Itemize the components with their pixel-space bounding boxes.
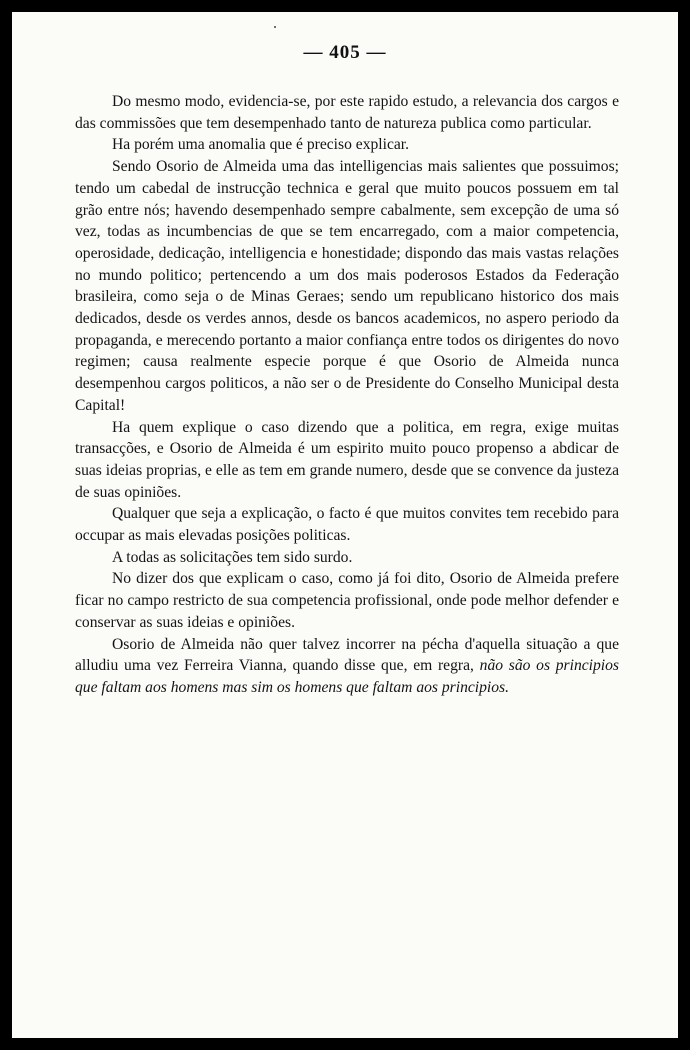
paragraph: Ha quem explique o caso dizendo que a politica, em regra, exige muitas transacções, e Osorio de Almeida é um espirito muito pouco propenso a abdicar de suas ideias proprias, e elle as tem em grande numero, desde que se convence da justeza de suas opiniões. xyxy=(75,418,619,501)
paragraph-text: Osorio de Almeida não quer talvez incorrer na pécha d'aquella situação a que alludiu uma vez Ferreira Vianna, quando disse que, em regra, xyxy=(75,635,619,675)
paragraph: Do mesmo modo, evidencia-se, por este rapido estudo, a relevancia dos cargos e das commissões que tem desempenhado tanto de natureza publica como particular. xyxy=(75,93,619,132)
body-text xyxy=(75,91,619,699)
paragraph: A todas as solicitações tem sido surdo. xyxy=(112,548,353,566)
page-speck xyxy=(274,26,276,28)
paragraph: Qualquer que seja a explicação, o facto é que muitos convites tem recebido para occupar as mais elevadas posições politicas. xyxy=(75,505,619,545)
paragraph-with-quote xyxy=(75,634,619,699)
book-page xyxy=(12,12,678,1038)
paragraph: Ha porém uma anomalia que é preciso explicar. xyxy=(112,136,410,154)
paragraph: No dizer dos que explicam o caso, como já foi dito, Osorio de Almeida prefere ficar no campo restricto de sua competencia profissional, onde pode melhor defender e conservar as suas ideias e opiniões. xyxy=(75,570,619,631)
page-number: — 405 — xyxy=(303,42,387,63)
paragraph: Sendo Osorio de Almeida uma das intelligencias mais salientes que possuimos; tendo um cabedal de instrucção technica e geral que muito poucos possuem em tal grão entre nós; havendo desempenhado sempre cabalmente, sem excepção de uma só vez, todas as incumbencias de que se tem encarregado, com a maior competencia, operosidade, dedicação, intelligencia e honestidade; dispondo das mais vastas relações no mundo politico; pertencendo a um dos mais poderosos Estados da Federação brasileira, como seja o de Minas Geraes; sendo um republicano historico dos mais dedicados, desde os verdes annos, desde os bancos academicos, no aspero periodo da propaganda, e merecendo portanto a maior confiança entre todos os dirigentes do novo regimen; causa realmente especie porque é que Osorio de Almeida nunca desempenhou cargos politicos, a não ser o de Presidente do Conselho Municipal desta Capital! xyxy=(75,158,619,414)
italic-quote: não são os principios que faltam aos homens mas sim os homens que faltam aos principios. xyxy=(75,657,619,696)
